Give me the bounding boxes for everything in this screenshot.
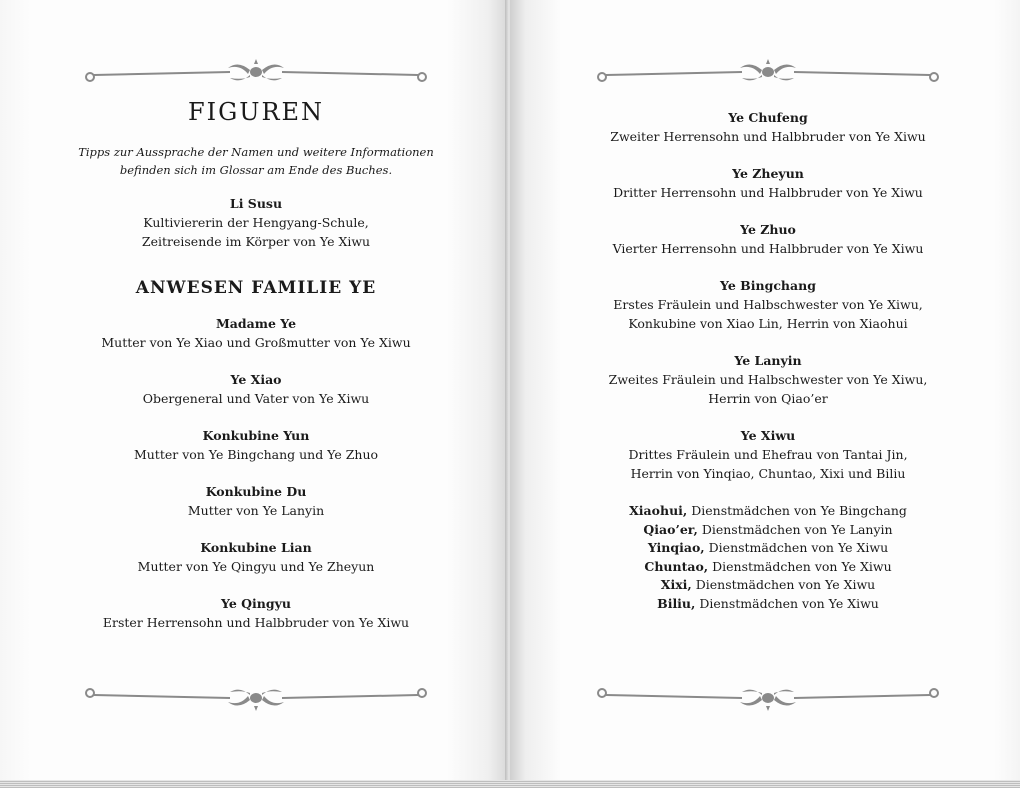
character-name: Ye Qingyu [221, 596, 291, 611]
servant-name: Xiaohui, [629, 503, 688, 518]
servant-role: Dienstmädchen von Ye Xiwu [699, 595, 879, 611]
character-desc: Mutter von Ye Qingyu und Ye Zheyun [137, 559, 375, 574]
character-entry [46, 195, 466, 251]
character-entry [558, 277, 978, 333]
servant-role: Dienstmädchen von Ye Lanyin [701, 521, 893, 537]
servant-row [558, 521, 978, 540]
character-entry [558, 352, 978, 408]
character-desc: Konkubine von Xiao Lin, Herrin von Xiaohui [628, 316, 908, 331]
servant-name: Qiao’er, [643, 521, 698, 537]
servant-row [558, 595, 978, 614]
servant-list [558, 502, 978, 614]
bottom-ornament-right [592, 682, 944, 712]
intro-text [46, 143, 466, 179]
servant-role: Dienstmädchen von Ye Xiwu [712, 558, 892, 574]
character-desc: Mutter von Ye Bingchang und Ye Zhuo [133, 447, 379, 462]
character-entry [46, 315, 466, 352]
character-desc: Kultiviererin der Hengyang-Schule, [143, 215, 369, 230]
character-entry [46, 483, 466, 520]
character-name: Ye Xiao [230, 372, 282, 387]
servant-role: Dienstmädchen von Ye Xiwu [695, 577, 876, 593]
character-desc: Dritter Herrensohn und Halbbruder von Ye Xiwu [613, 185, 923, 200]
right-page [510, 0, 1020, 780]
character-name: Ye Zhuo [740, 222, 796, 237]
intro-line: befinden sich im Glossar am Ende des Buches. [119, 163, 393, 177]
character-name: Konkubine Du [205, 484, 307, 499]
character-entry [558, 427, 978, 483]
section-heading: ANWESEN FAMILIE YE [135, 278, 377, 298]
character-entry [46, 371, 466, 408]
character-name: Konkubine Lian [200, 540, 312, 555]
servant-name: Xixi, [660, 577, 692, 593]
character-name: Li Susu [229, 196, 283, 211]
character-desc: Erstes Fräulein und Halbschwester von Ye Xiwu, [613, 297, 923, 312]
character-desc: Zweites Fräulein und Halbschwester von Ye Xiwu, [608, 372, 928, 387]
character-desc: Herrin von Yinqiao, Chuntao, Xixi und Biliu [630, 466, 906, 481]
left-content [46, 97, 466, 651]
character-entry [46, 595, 466, 632]
servant-role: Dienstmädchen von Ye Xiwu [708, 540, 889, 556]
servant-name: Biliu, [657, 595, 696, 611]
intro-line: Tipps zur Aussprache der Namen und weitere Informationen [78, 145, 434, 159]
character-desc: Drittes Fräulein und Ehefrau von Tantai Jin, [628, 447, 908, 462]
servant-row [558, 558, 978, 577]
character-desc: Obergeneral und Vater von Ye Xiwu [142, 391, 370, 406]
character-desc: Mutter von Ye Lanyin [187, 503, 325, 518]
character-desc: Mutter von Ye Xiao und Großmutter von Ye Xiwu [101, 335, 411, 350]
character-entry [558, 165, 978, 202]
page-title: FIGUREN [187, 98, 325, 126]
character-name: Konkubine Yun [202, 428, 310, 443]
character-entry [46, 427, 466, 464]
character-desc: Vierter Herrensohn und Halbbruder von Ye Xiwu [612, 241, 924, 256]
character-desc: Zweiter Herrensohn und Halbbruder von Ye Xiwu [610, 129, 926, 144]
bottom-ornament-left [80, 682, 432, 712]
character-entry [558, 109, 978, 146]
character-name: Ye Bingchang [720, 278, 816, 293]
character-name: Ye Zheyun [732, 166, 804, 181]
right-content [558, 109, 978, 614]
page-edges [0, 780, 1020, 788]
character-desc: Herrin von Qiao’er [708, 391, 828, 406]
servant-role: Dienstmädchen von Ye Bingchang [691, 503, 907, 518]
servant-row [558, 502, 978, 521]
top-ornament-left [80, 58, 432, 88]
character-name: Ye Lanyin [734, 353, 802, 368]
character-desc: Erster Herrensohn und Halbbruder von Ye Xiwu [102, 615, 410, 630]
character-name: Ye Chufeng [728, 110, 808, 125]
servant-row [558, 539, 978, 558]
character-entry [46, 539, 466, 576]
servant-row [558, 576, 978, 595]
servant-name: Yinqiao, [647, 540, 705, 556]
character-desc: Zeitreisende im Körper von Ye Xiwu [141, 234, 371, 249]
character-name: Ye Xiwu [740, 428, 796, 443]
character-name: Madame Ye [215, 316, 297, 331]
top-ornament-right [592, 58, 944, 88]
left-page [0, 0, 508, 780]
servant-name: Chuntao, [644, 558, 709, 574]
character-entry [558, 221, 978, 258]
